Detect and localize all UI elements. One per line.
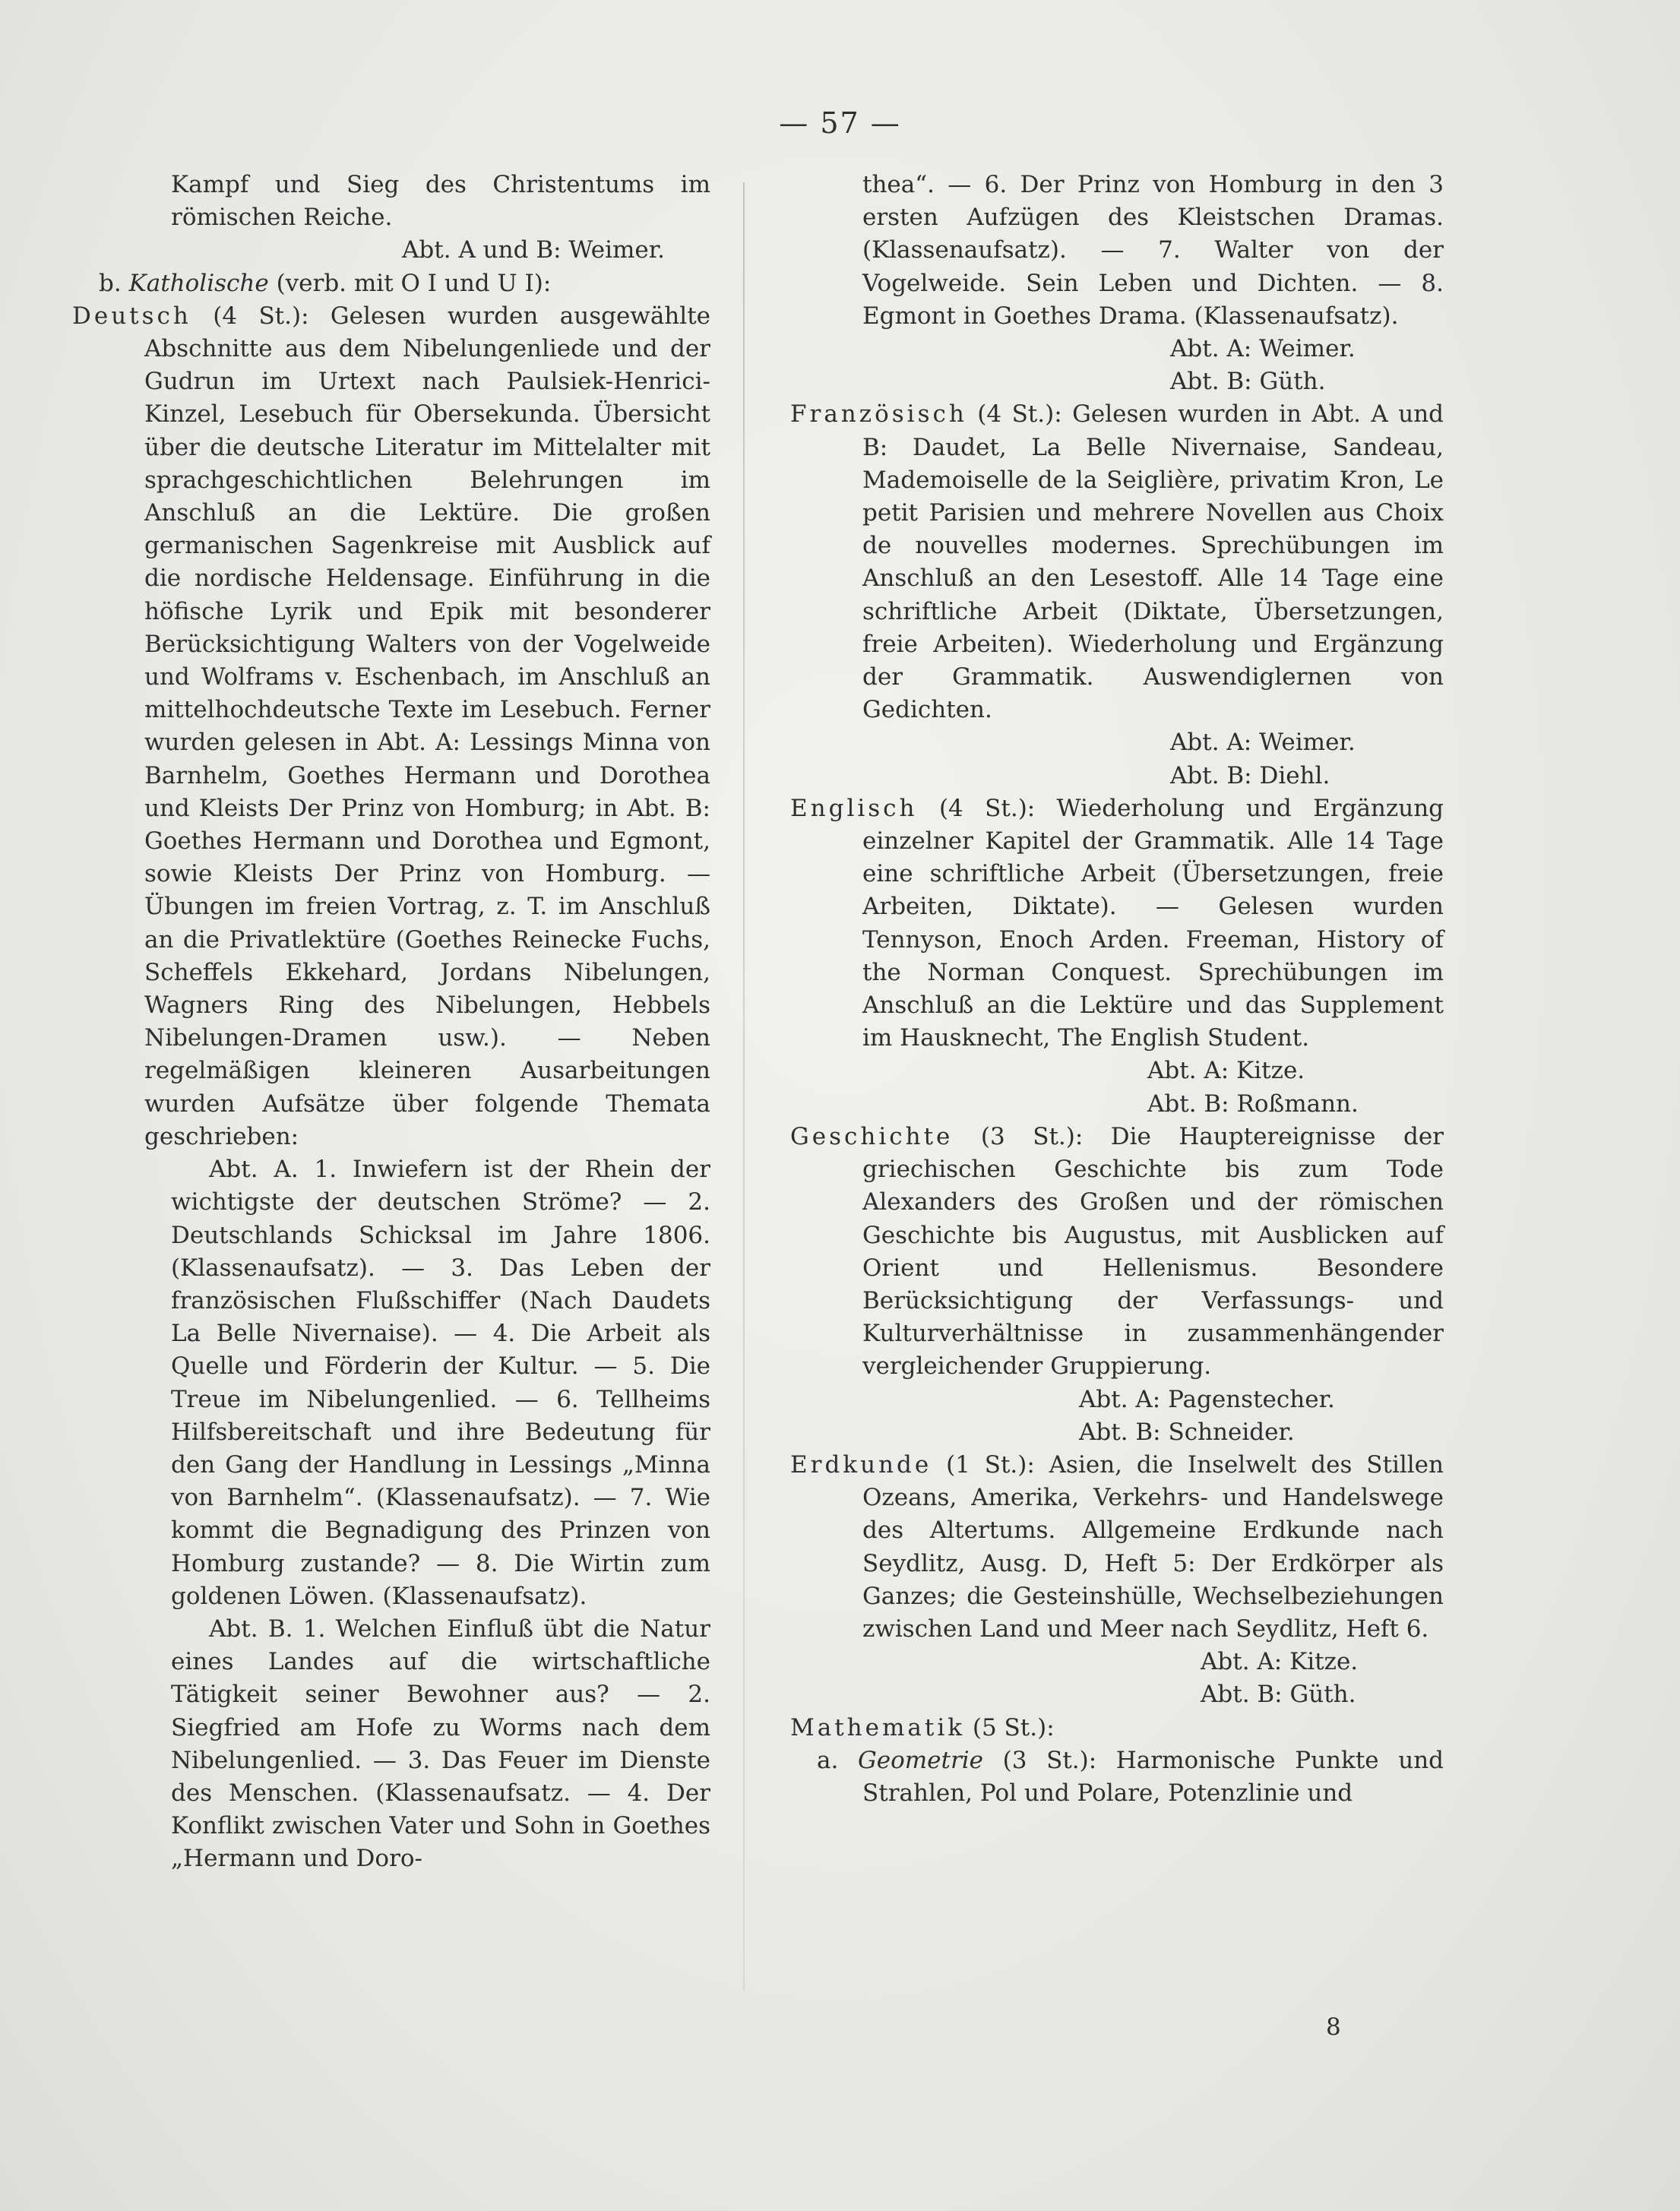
subject-text: (4 St.): Wiederholung und Ergänzung einzelner Kapitel der Grammatik. Alle 14 Tage eine schriftliche Arbeit (Übersetzungen, freie Arbeiten, Diktate). — Gelesen wurden Tennyson, Enoch Arden. Freeman, History of the Norman Conquest. Sprechübungen im Anschluß an die Lektüre und das Supplement im Hausknecht, The English Student. xyxy=(862,794,1444,1052)
section-note: (verb. mit O I und U I): xyxy=(276,269,552,297)
subject-erdkunde xyxy=(790,1449,1444,1646)
subject-text: (3 St.): Die Hauptereignisse der griechischen Geschichte bis zum Tode Alexanders des Großen und der römischen Geschichte bis Augustus, mit Ausblicken auf Orient und Hellenismus. Besondere Berücksichtigung der Verfassungs- und Kulturverhältnisse in zusammenhängender vergleichender Gruppierung. xyxy=(862,1122,1444,1381)
subject-note: (5 St.): xyxy=(972,1713,1055,1741)
teacher-line: Abt. A: Kitze. xyxy=(1147,1057,1305,1085)
subject-text: (1 St.): Asien, die Inselwelt des Stillen Ozeans, Amerika, Verkehrs- und Handelswege des Altertums. Allgemeine Erdkunde nach Seydlitz, Ausg. D, Heft 5: Der Erdkörper als Ganzes; die Gesteinshülle, Wechselbeziehungen zwischen Land und Meer nach Seydlitz, Heft 6. xyxy=(862,1450,1444,1643)
subject-heading: Geschichte xyxy=(790,1122,954,1150)
subsection-title: Geometrie xyxy=(857,1746,984,1774)
subject-geschichte xyxy=(790,1121,1444,1384)
teacher-line: Abt. A: Pagenstecher. xyxy=(1079,1385,1335,1413)
teacher-line: Abt. A: Kitze. xyxy=(1201,1648,1359,1676)
subject-heading: Französisch xyxy=(790,400,967,429)
themes-continued: thea“. — 6. Der Prinz von Homburg in den 3 ersten Aufzügen des Kleistschen Dramas. (Klassenaufsatz). — 7. Walter von der Vogelweide. Sein Leben und Dichten. — 8. Egmont in Goethes Drama. (Klassenaufsatz). xyxy=(862,171,1444,330)
themes-abt-a: Abt. A. 1. Inwiefern ist der Rhein der wichtigste der deutschen Ströme? — 2. Deutschlands Schicksal im Jahre 1806. (Klassenaufsatz). — 3. Das Leben der französischen Flußschiffer (Nach Daudets La Belle Nivernaise). — 4. Die Arbeit als Quelle und Förderin der Kultur. — 5. Die Treue im Nibelungenlied. — 6. Tellheims Hilfsbereitschaft und ihre Bedeutung für den Gang der Handlung in Lessings „Minna von Barnhelm“. (Klassenaufsatz). — 7. Wie kommt die Begnadigung des Prinzen von Homburg zustande? — 8. Die Wirtin zum goldenen Löwen. (Klassenaufsatz). xyxy=(171,1156,710,1610)
page-number: — 57 — xyxy=(779,106,901,140)
subject-text: (4 St.): Gelesen wurden in Abt. A und B: Daudet, La Belle Nivernaise, Sandeau, Mademoiselle de la Seiglière, privatim Kron, Le petit Parisien und mehrere Novellen aus Choix de nouvelles modernes. Sprechübungen im Anschluß an den Lesestoff. Alle 14 Tage eine schriftliche Arbeit (Diktate, Übersetzungen, freie Arbeiten). Wiederholung und Ergänzung der Grammatik. Auswendiglernen von Gedichten. xyxy=(862,400,1444,724)
subsection-text: (3 St.): Harmonische Punkte und Strahlen, Pol und Polare, Potenzlinie und xyxy=(862,1746,1444,1807)
column-divider xyxy=(743,182,745,1991)
teacher-line: Abt. B: Güth. xyxy=(1170,368,1326,396)
subsection-geometrie xyxy=(790,1744,1444,1810)
subject-deutsch xyxy=(72,300,710,1153)
subject-heading: Englisch xyxy=(790,794,918,822)
paragraph-christentum: Kampf und Sieg des Christentums im römischen Reiche. xyxy=(171,171,710,232)
subject-text: (4 St.): Gelesen wurden ausgewählte Abschnitte aus dem Nibelungenliede und der Gudrun im Urtext nach Paulsiek-Henrici-Kinzel, Lesebuch für Obersekunda. Übersicht über die deutsche Literatur im Mittelalter mit sprachgeschichtlichen Belehrungen im Anschluß an die Lektüre. Die großen germanischen Sagenkreise mit Ausblick auf die nordische Heldensage. Einführung in die höfische Lyrik und Epik mit besonderer Berücksichtigung Walters von der Vogelweide und Wolframs v. Eschenbach, im Anschluß an mittelhochdeutsche Texte im Lesebuch. Ferner wurden gelesen in Abt. A: Lessings Minna von Barnhelm, Goethes Hermann und Dorothea und Kleists Der Prinz von Homburg; in Abt. B: Goethes Hermann und Dorothea und Egmont, sowie Kleists Der Prinz von Homburg. — Übungen im freien Vortrag, z. T. im Anschluß an die Privatlektüre (Goethes Reinecke Fuchs, Scheffels Ekkehard, Jordans Nibelungen, Wagners Ring des Nibelungen, Hebbels Nibelungen-Dramen usw.). — Neben regelmäßigen kleineren Ausarbeitungen wurden Aufsätze über folgende Themata geschrieben: xyxy=(144,302,710,1150)
section-label: b. xyxy=(99,269,122,297)
teacher-line: Abt. A: Weimer. xyxy=(1170,729,1356,757)
subject-heading: Mathematik xyxy=(790,1713,966,1741)
sheet-signature: 8 xyxy=(1326,2013,1341,2041)
teacher-line: Abt. B: Güth. xyxy=(1201,1681,1356,1709)
subject-heading: Erdkunde xyxy=(790,1450,932,1479)
teacher-line: Abt. B: Diehl. xyxy=(1170,761,1330,789)
section-katholisch xyxy=(72,267,710,300)
subject-heading: Deutsch xyxy=(72,302,191,330)
teacher-line: Abt. A: Weimer. xyxy=(1170,335,1356,363)
section-title: Katholische xyxy=(128,269,269,297)
teacher-line: Abt. A und B: Weimer. xyxy=(402,236,665,264)
subject-franzoesisch xyxy=(790,398,1444,726)
subject-englisch xyxy=(790,792,1444,1055)
teacher-line: Abt. B: Roßmann. xyxy=(1147,1090,1359,1118)
subsection-label: a. xyxy=(817,1746,839,1774)
left-column xyxy=(72,169,710,1876)
right-column xyxy=(790,169,1444,1810)
themes-abt-b: Abt. B. 1. Welchen Einfluß übt die Natur eines Landes auf die wirtschaftliche Tätigkeit seiner Bewohner aus? — 2. Siegfried am Hofe zu Worms nach dem Nibelungenlied. — 3. Das Feuer im Dienste des Menschen. (Klassenaufsatz. — 4. Der Konflikt zwischen Vater und Sohn in Goethes „Hermann und Doro- xyxy=(171,1615,710,1873)
teacher-line: Abt. B: Schneider. xyxy=(1079,1418,1295,1446)
subject-mathematik xyxy=(790,1712,1444,1744)
